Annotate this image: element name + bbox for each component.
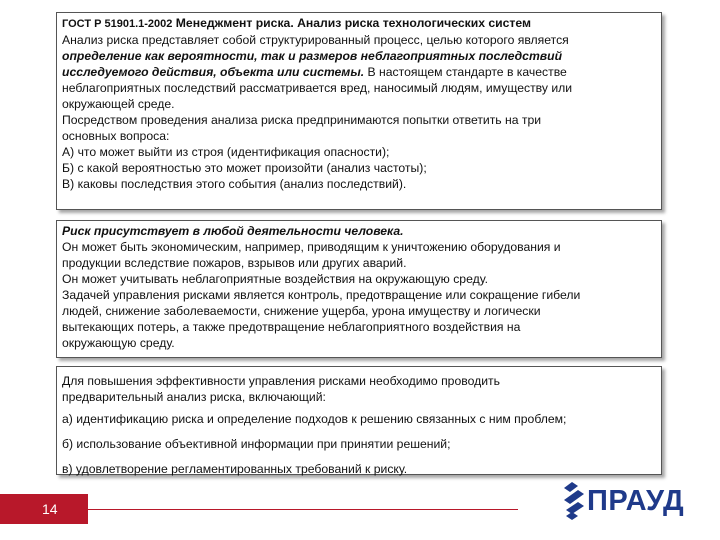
page-number: 14 [42,501,58,517]
analysis-requirements-box [56,366,662,475]
emphasis-text: определение как вероятности, так и размеров неблагоприятных последствий [62,49,563,63]
box1-line [62,48,657,64]
body-text: Анализ риска представляет собой структурированный процесс, целью которого является [62,33,569,47]
box2-line [62,335,657,351]
body-text: Он может учитывать неблагоприятные воздействия на окружающую среду. [62,272,488,286]
box1-line [62,64,657,80]
standard-excerpt-box [56,12,662,210]
box2-line [62,239,657,255]
intro-line-2: предварительный анализ риска, включающий: [62,390,326,404]
emphasis-text: исследуемого действия, объекта или системы. [62,65,365,79]
item-c: в) удовлетворение регламентированных требований к риску. [62,462,408,476]
box2-line [62,319,657,335]
box1-line [62,112,657,128]
body-text: окружающую среду. [62,336,175,350]
box2-text [62,223,657,351]
box2-line [62,223,657,239]
body-text: Он может быть экономическим, например, приводящим к уничтожению оборудования и [62,240,561,254]
standard-title: Менеджмент риска. Анализ риска технологических систем [172,16,532,30]
intro-paragraph [62,373,657,405]
body-text: В) каковы последствия этого события (анализ последствий). [62,177,407,191]
body-text: Б) с какой вероятностью это может произойти (анализ частоты); [62,161,427,175]
intro-line-1: Для повышения эффективности управления рисками необходимо проводить [62,374,500,388]
box1-line [62,176,657,192]
box2-line [62,287,657,303]
item-b: б) использование объективной информации при принятии решений; [62,437,451,451]
box1-line [62,80,657,96]
body-text: А) что может выйти из строя (идентификация опасности); [62,145,390,159]
box2-line [62,271,657,287]
footer-divider [88,509,518,510]
body-text: окружающей среде. [62,97,175,111]
box2-line [62,255,657,271]
box2-line [62,303,657,319]
box1-line [62,96,657,112]
body-text: людей, снижение заболеваемости, снижение ущерба, урона имуществу и логически [62,304,541,318]
body-text: Посредством проведения анализа риска предпринимаются попытки ответить на три [62,113,542,127]
box1-title [62,15,657,32]
logo-mark-icon [560,480,586,522]
body-text: основных вопроса: [62,129,170,143]
box1-text [62,32,657,192]
box1-line [62,144,657,160]
logo-wordmark: ПРАУД [587,485,685,517]
page-number-bar [0,494,88,524]
body-text: Задачей управления рисками является контроль, предотвращение или сокращение гибели [62,288,581,302]
emphasis-text: Риск присутствует в любой деятельности человека. [62,224,404,238]
box1-line [62,32,657,48]
standard-code: ГОСТ Р 51901.1-2002 [62,18,173,30]
praud-logo [560,480,690,522]
item-a: а) идентификацию риска и определение подходов к решению связанных с ним проблем; [62,412,567,426]
body-text: неблагоприятных последствий рассматривается вред, наносимый людям, имуществу или [62,81,573,95]
box1-line [62,128,657,144]
body-text: В настоящем стандарте в качестве [364,65,567,79]
box1-line [62,160,657,176]
body-text: вытекающих потерь, а также предотвращение неблагоприятного воздействия на [62,320,521,334]
body-text: продукции вследствие пожаров, взрывов или других аварий. [62,256,407,270]
risk-statement-box [56,220,662,358]
